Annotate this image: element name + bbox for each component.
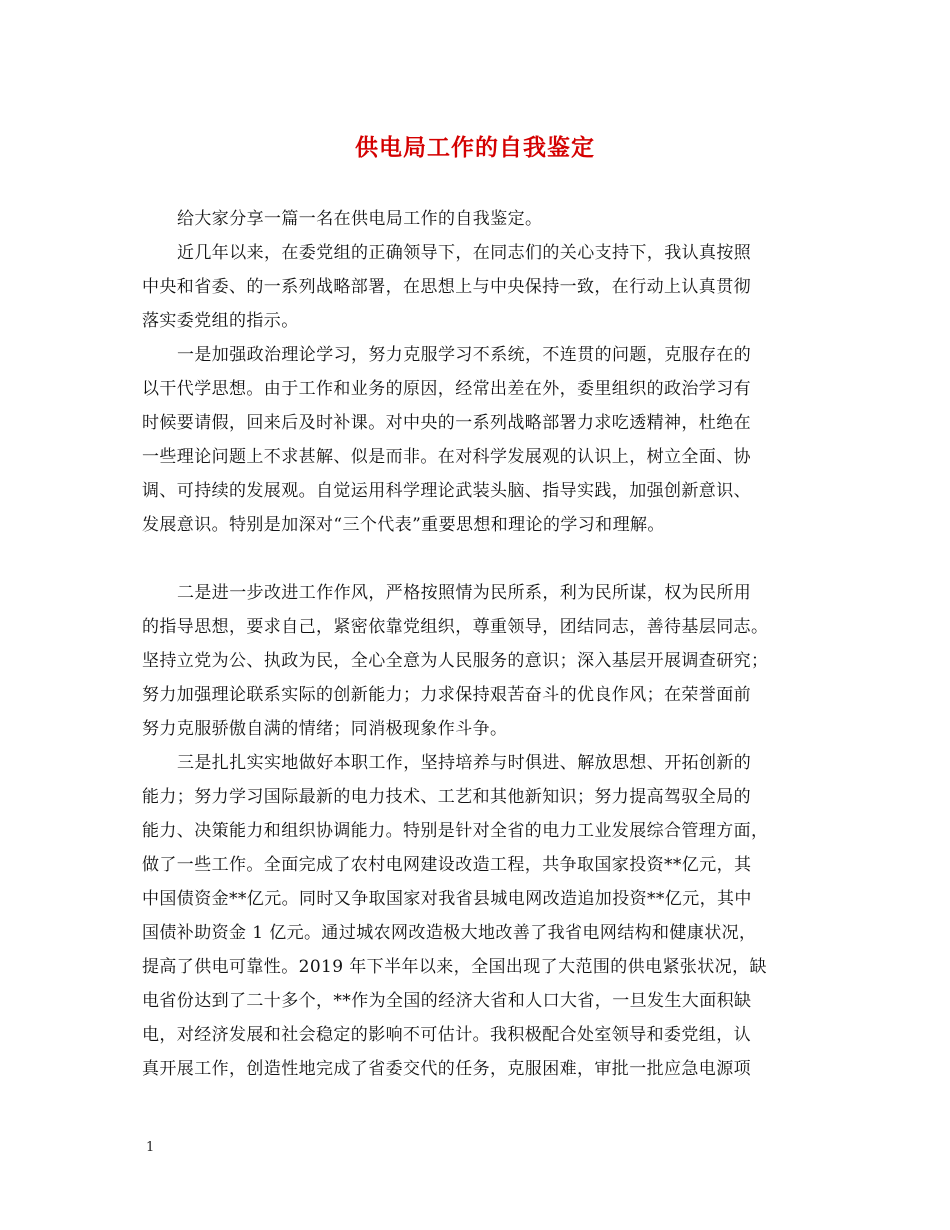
paragraph-line: 提高了供电可靠性。2019 年下半年以来，全国出现了大范围的供电紧张状况，缺 xyxy=(142,957,767,977)
page-number: 1 xyxy=(146,1140,155,1155)
paragraph-line: 三是扎扎实实地做好本职工作，坚持培养与时俱进、解放思想、开拓创新的 xyxy=(177,753,752,773)
document-title: 供电局工作的自我鉴定 xyxy=(355,134,595,161)
paragraph-line: 一是加强政治理论学习，努力克服学习不系统，不连贯的问题，克服存在的 xyxy=(177,345,752,365)
paragraph-line: 坚持立党为公、执政为民，全心全意为人民服务的意识；深入基层开展调查研究； xyxy=(142,651,769,671)
paragraph-line: 电，对经济发展和社会稳定的影响不可估计。我积极配合处室领导和委党组，认 xyxy=(142,1025,751,1045)
paragraph-line: 调、可持续的发展观。自觉运用科学理论武装头脑、指导实践，加强创新意识、 xyxy=(142,481,751,501)
paragraph-line: 真开展工作，创造性地完成了省委交代的任务，克服困难，审批一批应急电源项 xyxy=(142,1059,751,1079)
paragraph-line: 落实委党组的指示。 xyxy=(142,311,299,331)
paragraph-line: 中央和省委、的一系列战略部署，在思想上与中央保持一致，在行动上认真贯彻 xyxy=(142,277,751,297)
paragraph-line: 努力加强理论联系实际的创新能力；力求保持艰苦奋斗的优良作风；在荣誉面前 xyxy=(142,685,751,705)
paragraph-line: 发展意识。特别是加深对“三个代表”重要思想和理论的学习和理解。 xyxy=(142,515,665,535)
paragraph-line: 近几年以来，在委党组的正确领导下，在同志们的关心支持下，我认真按照 xyxy=(177,243,752,263)
paragraph-line: 二是进一步改进工作作风，严格按照情为民所系，利为民所谋，权为民所用 xyxy=(177,583,752,603)
paragraph-line: 做了一些工作。全面完成了农村电网建设改造工程，共争取国家投资**亿元，其 xyxy=(142,855,752,875)
paragraph-line: 一些理论问题上不求甚解、似是而非。在对科学发展观的认识上，树立全面、协 xyxy=(142,447,751,467)
paragraph-line: 中国债资金**亿元。同时又争取国家对我省县城电网改造追加投资**亿元，其中 xyxy=(142,889,752,909)
paragraph-line: 时候要请假，回来后及时补课。对中央的一系列战略部署力求吃透精神，杜绝在 xyxy=(142,413,751,433)
paragraph-line: 能力；努力学习国际最新的电力技术、工艺和其他新知识；努力提高驾驭全局的 xyxy=(142,787,751,807)
paragraph-line: 给大家分享一篇一名在供电局工作的自我鉴定。 xyxy=(177,209,543,229)
paragraph-line: 电省份达到了二十多个，**作为全国的经济大省和人口大省，一旦发生大面积缺 xyxy=(142,991,752,1011)
paragraph-line: 努力克服骄傲自满的情绪；同消极现象作斗争。 xyxy=(142,719,508,739)
paragraph-line: 国债补助资金 1 亿元。通过城农网改造极大地改善了我省电网结构和健康状况， xyxy=(142,923,757,943)
paragraph-line: 能力、决策能力和组织协调能力。特别是针对全省的电力工业发展综合管理方面， xyxy=(142,821,769,841)
paragraph-line: 以干代学思想。由于工作和业务的原因，经常出差在外，委里组织的政治学习有 xyxy=(142,379,751,399)
paragraph-line: 的指导思想，要求自己，紧密依靠党组织，尊重领导，团结同志，善待基层同志。 xyxy=(142,617,769,637)
